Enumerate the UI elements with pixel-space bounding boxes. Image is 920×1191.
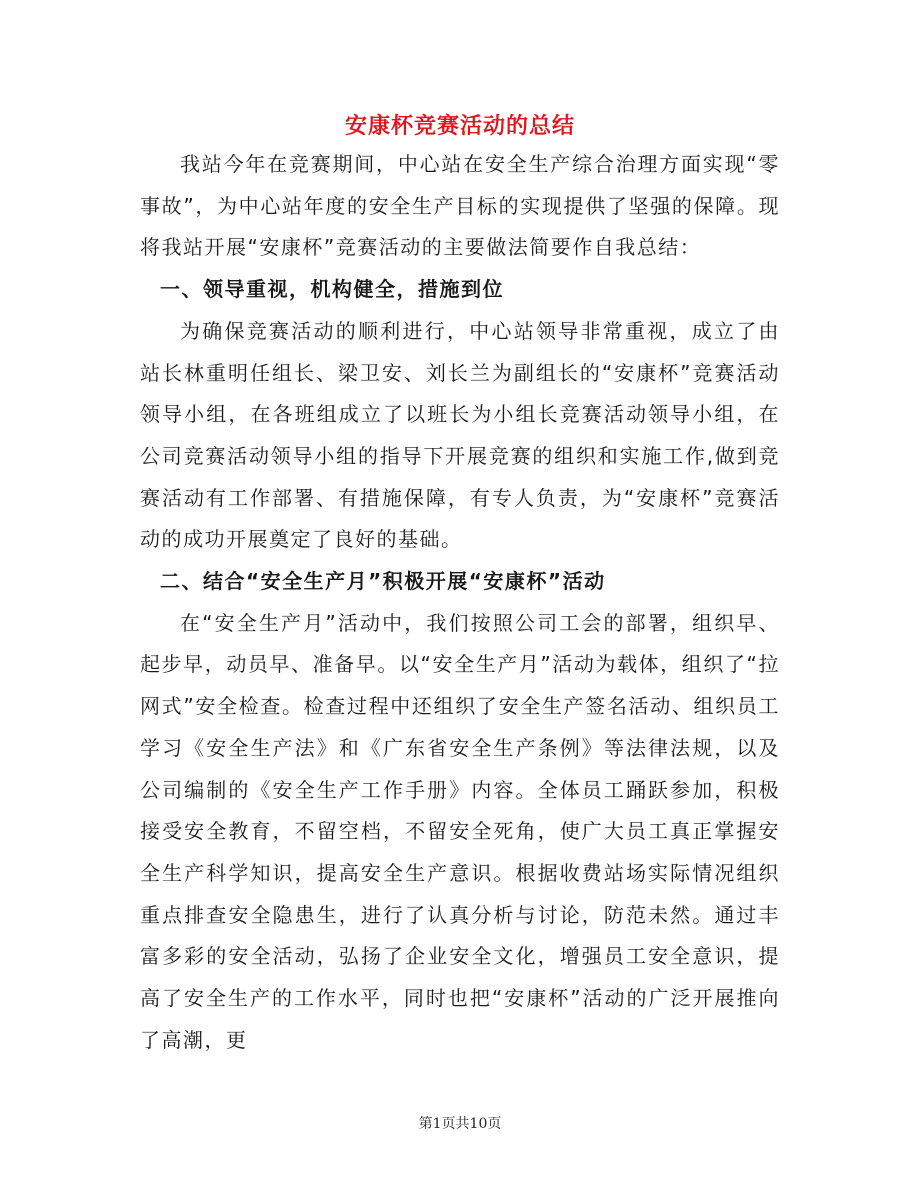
document-title: 安康杯竞赛活动的总结 (344, 113, 575, 139)
intro-paragraph: 我站今年在竞赛期间，中心站在安全生产综合治理方面实现“零事故”，为中心站年度的安全生产目标的实现提供了坚强的保障。现将我站开展“安康杯”竞赛活动的主要做法简要作自我总结： (140, 152, 780, 260)
page-footer (0, 1114, 920, 1134)
page-number: 第1页共10页 (418, 1116, 502, 1132)
document-body (140, 144, 780, 1061)
section-1-paragraph: 为确保竞赛活动的顺利进行，中心站领导非常重视，成立了由站长林重明任组长、梁卫安、刘长兰为副组长的“安康杯”竞赛活动领导小组，在各班组成立了以班长为小组长竞赛活动领导小组，在公司竞赛活动领导小组的指导下开展竞赛的组织和实施工作,做到竞赛活动有工作部署、有措施保障，有专人负责，为“安康杯”竞赛活动的成功开展奠定了良好的基础。 (140, 318, 780, 552)
section-heading-1: 一、领导重视，机构健全，措施到位 (160, 277, 504, 302)
section-heading-2: 二、结合“安全生产月”积极开展“安康杯”活动 (160, 569, 606, 594)
section-2-paragraph: 在“安全生产月”活动中，我们按照公司工会的部署，组织早、起步早，动员早、准备早。以“安全生产月”活动为载体，组织了“拉网式”安全检查。检查过程中还组织了安全生产签名活动、组织员工学习《安全生产法》和《广东省安全生产条例》等法律法规，以及公司编制的《安全生产工作手册》内容。全体员工踊跃参加，积极接受安全教育，不留空档，不留安全死角，使广大员工真正掌握安全生产科学知识，提高安全生产意识。根据收费站场实际情况组织重点排查安全隐患生，进行了认真分析与讨论，防范未然。通过丰富多彩的安全活动，弘扬了企业安全文化，增强员工安全意识，提高了安全生产的工作水平，同时也把“安康杯”活动的广泛开展推向了高潮，更 (140, 610, 780, 1052)
